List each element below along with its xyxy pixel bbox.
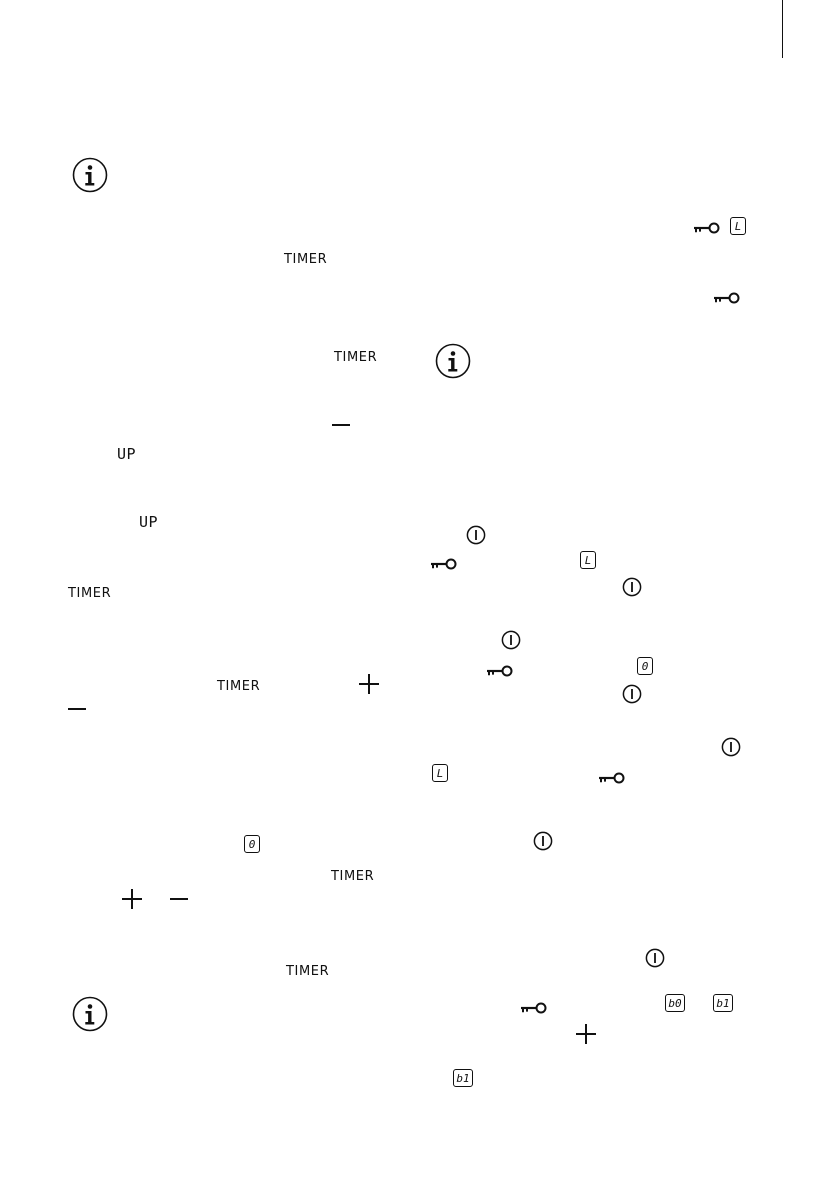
lock-display: L xyxy=(580,551,596,569)
plus-icon xyxy=(358,673,380,695)
timer-label: TIMER xyxy=(217,679,261,694)
minus-icon xyxy=(169,891,189,907)
minus-icon xyxy=(331,417,351,433)
timer-label: TIMER xyxy=(334,350,378,365)
key-icon xyxy=(598,771,626,785)
key-icon xyxy=(430,557,458,571)
power-icon xyxy=(533,831,553,851)
page-edge-line xyxy=(782,0,783,58)
timer-label: TIMER xyxy=(68,586,112,601)
timer-label: TIMER xyxy=(284,252,328,267)
key-icon xyxy=(520,1001,548,1015)
info-icon xyxy=(72,157,108,193)
plus-icon xyxy=(575,1023,597,1045)
up-display: UP xyxy=(117,445,137,463)
timer-label: TIMER xyxy=(286,964,330,979)
power-icon xyxy=(622,577,642,597)
power-icon xyxy=(622,684,642,704)
power-icon xyxy=(501,630,521,650)
plus-icon xyxy=(121,888,143,910)
b0-display: b0 xyxy=(665,994,685,1012)
power-icon xyxy=(721,737,741,757)
up-display: UP xyxy=(139,513,159,531)
lock-display: L xyxy=(432,764,448,782)
power-icon xyxy=(645,948,665,968)
power-icon xyxy=(466,525,486,545)
timer-label: TIMER xyxy=(331,869,375,884)
zero-display: 0 xyxy=(637,657,653,675)
key-icon xyxy=(486,664,514,678)
minus-icon xyxy=(67,701,87,717)
b1-display: b1 xyxy=(453,1069,473,1087)
info-icon xyxy=(435,343,471,379)
info-icon xyxy=(72,996,108,1032)
key-icon xyxy=(693,221,721,235)
zero-display: 0 xyxy=(244,835,260,853)
lock-display: L xyxy=(730,217,746,235)
key-icon xyxy=(713,291,741,305)
b1-display: b1 xyxy=(713,994,733,1012)
